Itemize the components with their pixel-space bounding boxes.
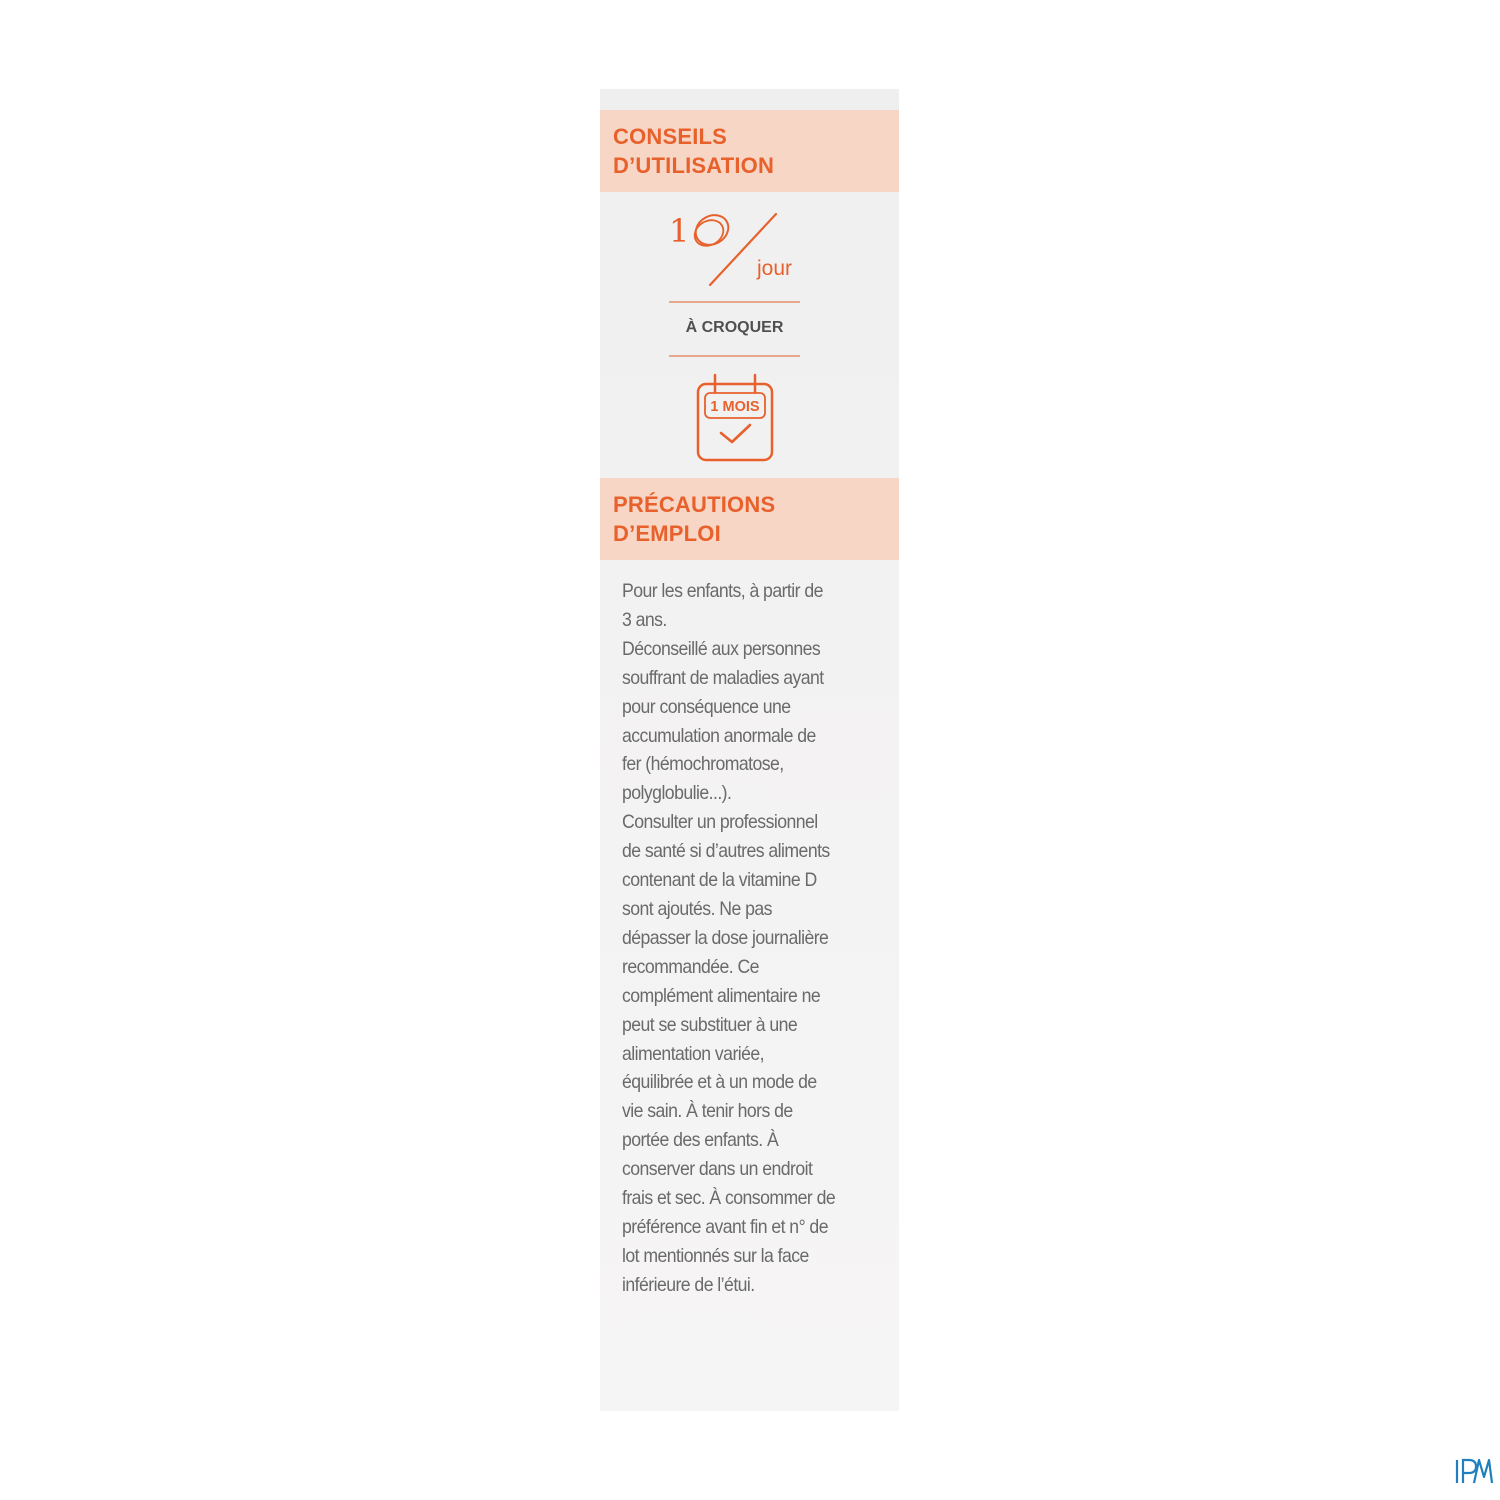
precautions-title — [613, 490, 775, 548]
precautions-line: polyglobulie...). — [622, 783, 732, 805]
precautions-line: préférence avant fin et n° de — [622, 1216, 828, 1238]
dose-unit: jour — [757, 257, 793, 280]
precautions-line: fer (hémochromatose, — [622, 754, 784, 776]
precautions-line: contenant de la vitamine D — [622, 870, 817, 892]
dose-number: 1 — [669, 212, 690, 250]
precautions-title-line2: D’EMPLOI — [613, 521, 721, 546]
precautions-line: 3 ans. — [622, 609, 667, 631]
precautions-line: frais et sec. À consommer de — [622, 1188, 836, 1210]
precautions-line: alimentation variée, — [622, 1043, 765, 1065]
calendar-check-icon — [694, 373, 776, 465]
conseils-title-line1: CONSEILS — [613, 124, 728, 149]
precautions-line: vie sain. À tenir hors de — [622, 1101, 793, 1123]
precautions-line: Déconseillé aux personnes — [622, 638, 821, 660]
precautions-line: peut se substituer à une — [622, 1014, 798, 1036]
precautions-line: recommandée. Ce — [622, 956, 759, 978]
tablet-per-day-icon — [664, 201, 814, 293]
precautions-text — [622, 578, 870, 1301]
precautions-line: équilibrée et à un mode de — [622, 1072, 817, 1094]
precautions-line: dépasser la dose journalière — [622, 927, 829, 949]
precautions-line: de santé si d’autres aliments — [622, 841, 830, 863]
divider-bottom — [669, 355, 800, 357]
precautions-line: complément alimentaire ne — [622, 985, 821, 1007]
precautions-line: Pour les enfants, à partir de — [622, 581, 823, 602]
conseils-title — [613, 122, 774, 180]
precautions-line: portée des enfants. À — [622, 1130, 779, 1152]
precautions-line: conserver dans un endroit — [622, 1159, 813, 1181]
instruction-label: À CROQUER — [685, 319, 784, 336]
precautions-line: pour conséquence une — [622, 696, 791, 718]
precautions-line: sont ajoutés. Ne pas — [622, 898, 772, 920]
precautions-line: inférieure de l’étui. — [622, 1274, 755, 1296]
divider-top — [669, 301, 800, 303]
precautions-line: Consulter un professionnel — [622, 812, 818, 834]
duration-label: 1 MOIS — [710, 399, 760, 415]
precautions-header-band — [600, 478, 899, 560]
packaging-side-panel — [600, 89, 899, 1411]
precautions-line: accumulation anormale de — [622, 725, 816, 747]
ipm-logo-icon — [1454, 1456, 1494, 1486]
precautions-title-line1: PRÉCAUTIONS — [613, 492, 776, 517]
tablet-icon — [690, 209, 734, 251]
conseils-title-line2: D’UTILISATION — [613, 153, 775, 178]
precautions-line: souffrant de maladies ayant — [622, 667, 824, 689]
precautions-line: lot mentionnés sur la face — [622, 1245, 809, 1267]
conseils-header-band — [600, 110, 899, 192]
